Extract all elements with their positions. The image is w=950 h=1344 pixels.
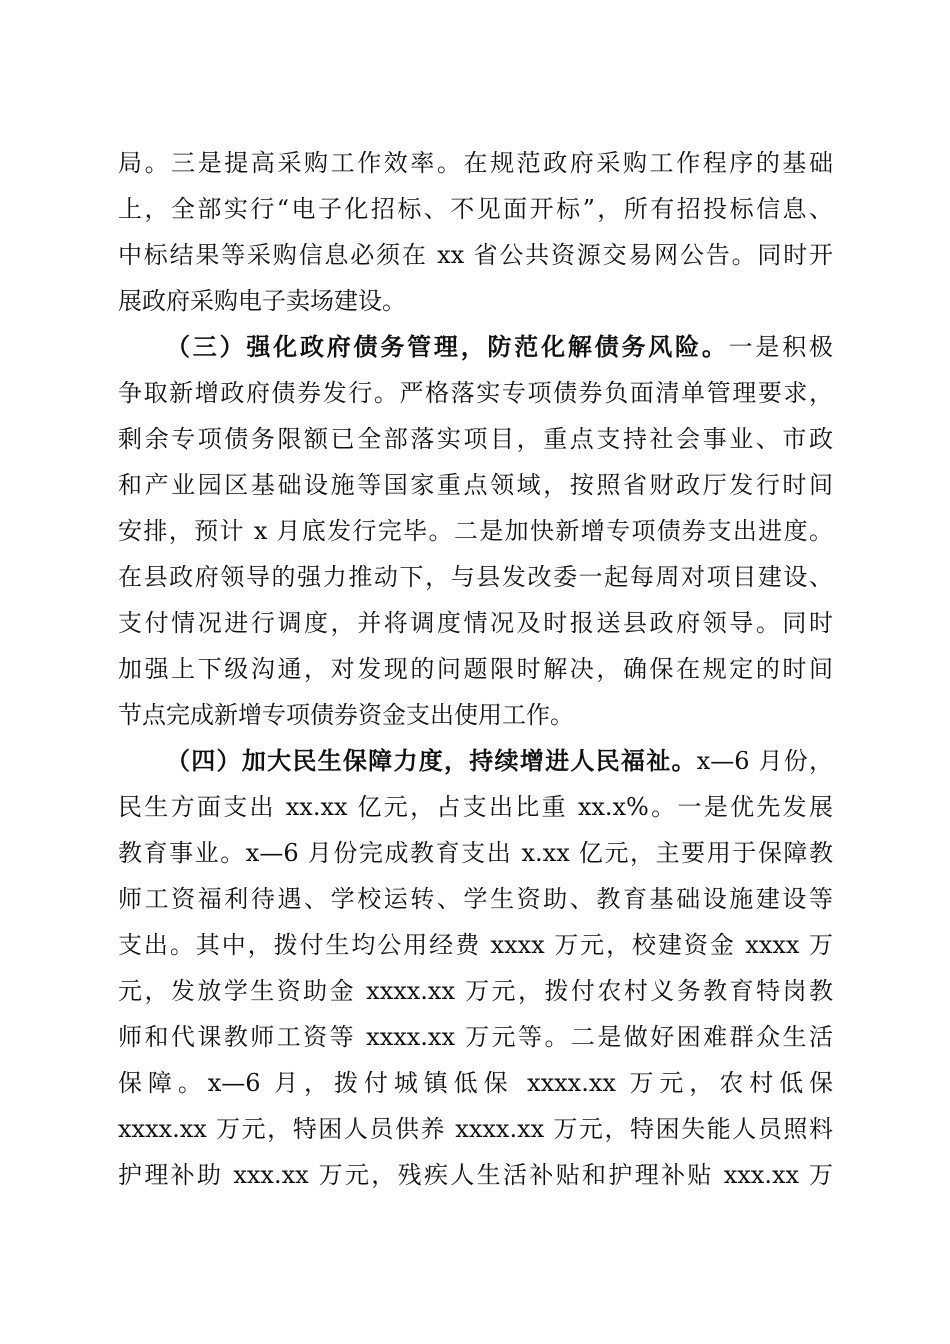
paragraph-line: 在县政府领导的强力推动下，与县发改委一起每周对项目建设、 xyxy=(118,563,833,591)
paragraph-line: 展政府采购电子卖场建设。 xyxy=(118,287,406,315)
section-3-lead-text: 一是积极 xyxy=(728,333,833,361)
paragraph-line: 师工资福利待遇、学校运转、学生资助、教育基础设施建设等 xyxy=(118,885,833,913)
paragraph-line: 争取新增政府债券发行。严格落实专项债券负面清单管理要求， xyxy=(118,379,833,407)
paragraph-line: 局。三是提高采购工作效率。在规范政府采购工作程序的基础 xyxy=(118,149,833,177)
paragraph-line: 安排，预计 x 月底发行完毕。二是加快新增专项债券支出进度。 xyxy=(118,517,833,545)
paragraph-line: 和产业园区基础设施等国家重点领域，按照省财政厅发行时间 xyxy=(118,471,833,499)
paragraph-line: 上，全部实行“电子化招标、不见面开标”，所有招投标信息、 xyxy=(118,195,833,223)
paragraph-line: 教育事业。x—6 月份完成教育支出 x.xx 亿元，主要用于保障教 xyxy=(118,839,833,867)
paragraph-line: 加强上下级沟通，对发现的问题限时解决，确保在规定的时间 xyxy=(118,655,833,683)
section-4-heading: （四）加大民生保障力度，持续增进人民福祉。 xyxy=(166,746,697,775)
section-4-lead-text: x—6 月份， xyxy=(696,747,834,775)
paragraph-line: 保障。x—6 月，拨付城镇低保 xxxx.xx 万元，农村低保 xyxy=(118,1069,833,1097)
paragraph-line: 节点完成新增专项债券资金支出使用工作。 xyxy=(118,701,574,729)
paragraph-line: 师和代课教师工资等 xxxx.xx 万元等。二是做好困难群众生活 xyxy=(118,1023,833,1051)
section-3-heading: （三）强化政府债务管理，防范化解债务风险。 xyxy=(166,332,729,361)
paragraph-line: 中标结果等采购信息必须在 xx 省公共资源交易网公告。同时开 xyxy=(118,241,833,269)
section-3-first-line xyxy=(166,327,833,367)
paragraph-line: 元，发放学生资助金 xxxx.xx 万元，拨付农村义务教育特岗教 xyxy=(118,977,833,1005)
paragraph-line: 民生方面支出 xx.xx 亿元，占支出比重 xx.x%。一是优先发展 xyxy=(118,793,833,821)
paragraph-line: 剩余专项债务限额已全部落实项目，重点支持社会事业、市政 xyxy=(118,425,833,453)
paragraph-line: 护理补助 xxx.xx 万元，残疾人生活补贴和护理补贴 xxx.xx 万 xyxy=(118,1161,833,1189)
paragraph-line: 支出。其中，拨付生均公用经费 xxxx 万元，校建资金 xxxx 万 xyxy=(118,931,833,959)
section-4-first-line xyxy=(166,741,833,781)
paragraph-line: xxxx.xx 万元，特困人员供养 xxxx.xx 万元，特困失能人员照料 xyxy=(118,1115,833,1143)
paragraph-line: 支付情况进行调度，并将调度情况及时报送县政府领导。同时 xyxy=(118,609,833,637)
